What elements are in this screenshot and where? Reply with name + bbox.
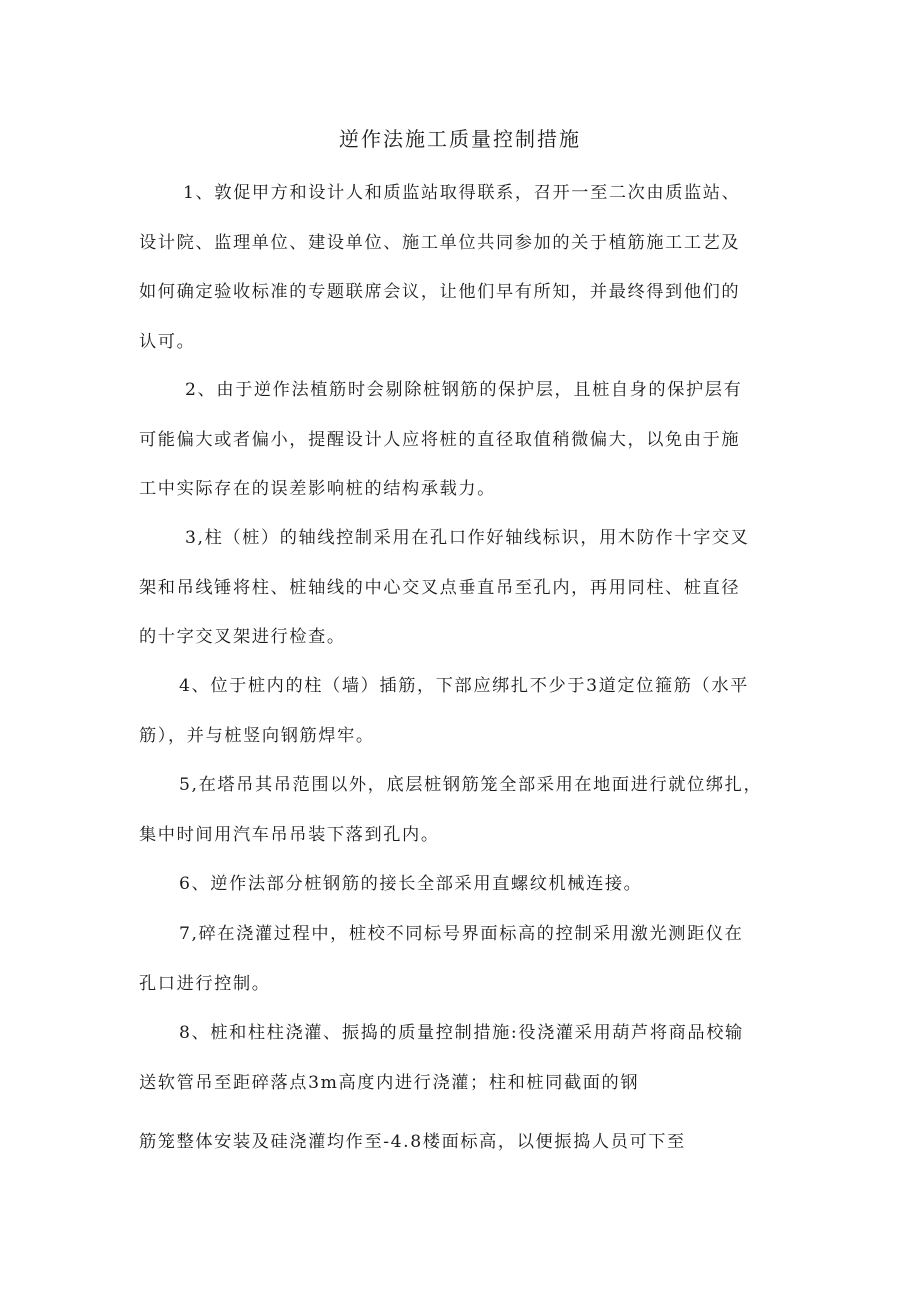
paragraph-line: 架和吊线锤将柱、桩轴线的中心交叉点垂直吊至孔内，再用同柱、桩直径 xyxy=(139,577,741,598)
paragraph-2 xyxy=(139,366,795,515)
paragraph-4 xyxy=(139,662,795,761)
paragraph-line: 4、位于桩内的柱（墙）插筋，下部应绑扎不少于3道定位箍筋（水平 xyxy=(179,676,749,696)
paragraph-6 xyxy=(139,860,795,910)
paragraph-line: 7,碎在浇灌过程中，桩校不同标号界面标高的控制采用激光测距仪在 xyxy=(179,924,744,944)
paragraph-1 xyxy=(139,169,795,367)
paragraph-line: 可能偏大或者偏小，提醒设计人应将桩的直径取值稍微偏大，以免由于施 xyxy=(139,429,741,450)
paragraph-line: 工中实际存在的误差影响桩的结构承载力。 xyxy=(139,479,496,500)
paragraph-5 xyxy=(139,761,795,860)
paragraph-line: 2、由于逆作法植筋时会剔除桩钢筋的保护层，且桩自身的保护层有 xyxy=(185,380,743,400)
paragraph-line: 设计院、监理单位、建设单位、施工单位共同参加的关于植筋施工工艺及 xyxy=(139,232,741,253)
paragraph-line: 送软管吊至距碎落点3m高度内进行浇灌；柱和桩同截面的钢 xyxy=(139,1072,640,1093)
paragraph-line: 集中时间用汽车吊吊装下落到孔内。 xyxy=(139,824,440,845)
paragraph-line: 筋笼整体安装及硅浇灌均作至-4.8楼面标高，以便振捣人员可下至 xyxy=(139,1132,686,1153)
document-title: 逆作法施工质量控制措施 xyxy=(339,127,581,151)
paragraph-line: 6、逆作法部分桩钢筋的接长全部采用直螺纹机械连接。 xyxy=(179,874,643,894)
paragraph-8 xyxy=(139,1009,795,1168)
paragraph-line: 5,在塔吊其吊范围以外，底层桩钢筋笼全部采用在地面进行就位绑扎， xyxy=(179,775,763,795)
paragraph-line: 8、桩和柱柱浇灌、振捣的质量控制措施:役浇灌采用葫芦将商品校输 xyxy=(179,1023,744,1043)
paragraph-line: 如何确定验收标准的专题联席会议，让他们早有所知，并最终得到他们的 xyxy=(139,282,741,303)
paragraph-3 xyxy=(139,514,795,663)
paragraph-line: 孔口进行控制。 xyxy=(139,973,271,994)
paragraph-line: 的十字交叉架进行检查。 xyxy=(139,627,346,648)
paragraph-line: 1、敦促甲方和设计人和质监站取得联系，召开一至二次由质监站、 xyxy=(183,183,741,203)
paragraph-line: 3,柱（桩）的轴线控制采用在孔口作好轴线标识，用木防作十字交叉 xyxy=(185,528,750,548)
paragraph-line: 认可。 xyxy=(139,331,196,352)
paragraph-7 xyxy=(139,910,795,1009)
paragraph-line: 筋），并与桩竖向钢筋焊牢。 xyxy=(139,725,375,746)
